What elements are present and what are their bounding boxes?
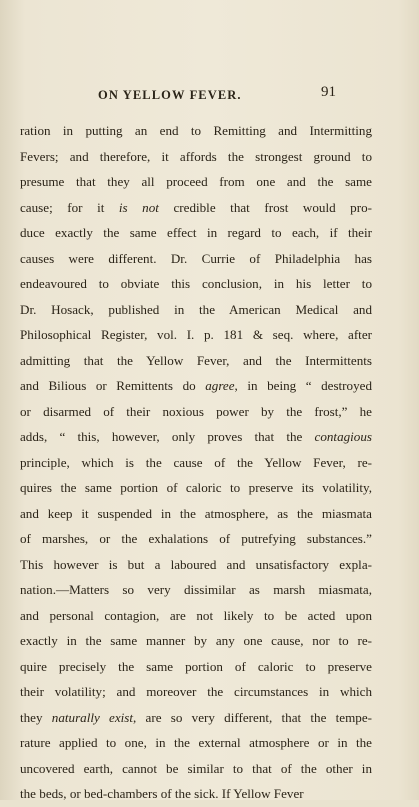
text-line: duce exactly the same effect in regard to each, if their: [20, 225, 372, 240]
text-line: Dr. Hosack, published in the American Medical and: [20, 301, 372, 317]
body-text: [20, 118, 372, 807]
text-line: endeavoured to obviate this conclusion, in his letter to: [20, 276, 372, 291]
text-line: exactly in the same manner by any one cause, nor to re-: [20, 633, 372, 648]
text-line: causes were different. Dr. Currie of Philadelphia has: [20, 250, 372, 266]
text-line: cause; for it is not credible that frost would pro-: [20, 199, 372, 215]
text-line: nation.—Matters so very dissimilar as marsh miasmata,: [20, 582, 372, 597]
text-line: admitting that the Yellow Fever, and the Intermittents: [20, 352, 372, 368]
running-head: ON YELLOW FEVER.: [98, 88, 242, 102]
page-header: [0, 84, 419, 106]
italic-emphasis: is not: [118, 199, 159, 215]
italic-emphasis: agree: [205, 378, 235, 393]
text-line: principle, which is the cause of the Yellow Fever, re-: [20, 454, 372, 470]
italic-emphasis: naturally exist: [51, 709, 134, 725]
text-line: presume that they all proceed from one and the same: [20, 174, 372, 189]
text-line: of marshes, or the exhalations of putrefying substances.”: [20, 531, 372, 546]
text-line: Fevers; and therefore, it affords the strongest ground to: [20, 148, 372, 164]
text-line: ration in putting an end to Remitting and Intermitting: [20, 123, 372, 138]
text-line: their volatility; and moreover the circumstances in which: [20, 684, 372, 699]
text-line: and personal contagion, are not likely to be acted upon: [20, 607, 372, 623]
text-line: the beds, or bed-chambers of the sick. If Yellow Fever: [20, 786, 304, 801]
text-line: and Bilious or Remittents do agree, in being “ destroyed: [20, 378, 372, 393]
text-line: they naturally exist, are so very different, that the tempe-: [20, 709, 372, 725]
text-line: or disarmed of their noxious power by the frost,” he: [20, 403, 372, 419]
text-line: quires the same portion of caloric to preserve its volatility,: [20, 480, 372, 495]
text-line: uncovered earth, cannot be similar to that of the other in: [20, 760, 372, 776]
text-line: quire precisely the same portion of caloric to preserve: [20, 658, 372, 674]
page-number: 91: [321, 84, 336, 100]
text-line: This however is but a laboured and unsatisfactory expla-: [20, 556, 372, 572]
text-line: and keep it suspended in the atmosphere, as the miasmata: [20, 505, 372, 521]
text-line: Philosophical Register, vol. I. p. 181 & seq. where, after: [20, 327, 372, 342]
italic-emphasis: contagious: [314, 429, 372, 444]
text-line: rature applied to one, in the external atmosphere or in the: [20, 735, 372, 750]
text-line: adds, “ this, however, only proves that the contagious: [20, 429, 372, 444]
